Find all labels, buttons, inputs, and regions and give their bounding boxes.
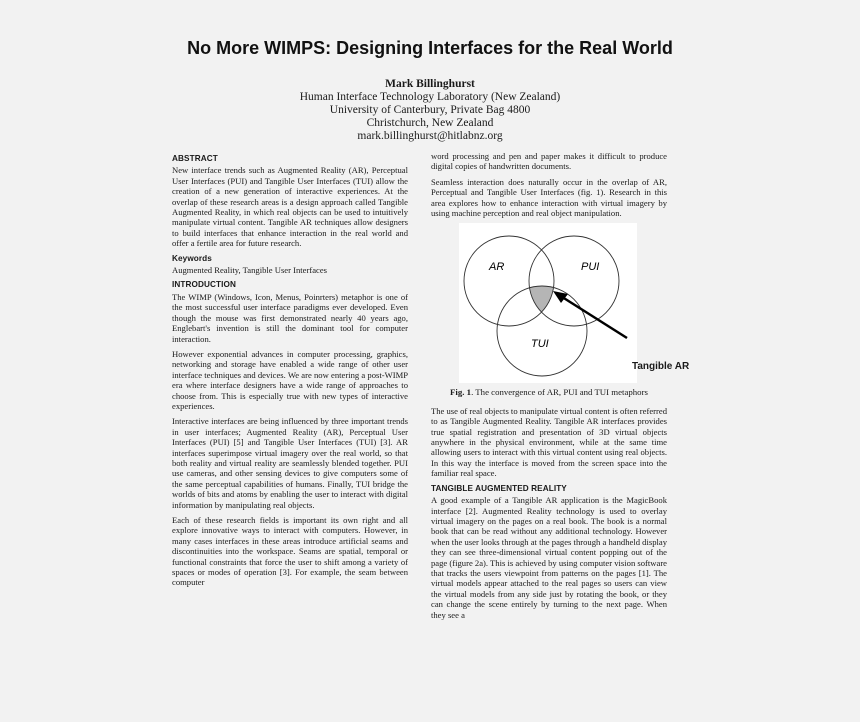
tangible-ar-heading: TANGIBLE AUGMENTED REALITY: [431, 483, 567, 493]
affiliation-line: Human Interface Technology Laboratory (New Zealand): [299, 91, 561, 103]
tangible-ar-arrow-label: Tangible AR: [632, 361, 690, 372]
caption-label: Fig. 1: [450, 387, 472, 398]
pui-label: PUI: [581, 261, 600, 274]
body-paragraph: Interactive interfaces are being influenced by three important trends in user interfaces; Augmented Reality (AR), Perceptual User Interfaces (PUI) [5] and Tangible User Interfaces (TUI) [3]. AR interfaces superimpose virtual imagery over the real world, so that both reality and virtual reality are seamlessly blended together. PUI use cameras, and other sensing devices to give computers some of the same perceptual capabilities of humans. Finally, TUI bridge the worlds of bits and atoms by enabling the user to interact with digital information by manipulating real objects.: [172, 416, 408, 510]
body-paragraph: Seamless interaction does naturally occur in the overlap of AR, Perceptual and Tangible User Interfaces (fig. 1). Research in this area explores how to enhance interaction with virtual imagery by using machine perception and real object manipulation.: [431, 176, 667, 219]
ar-label: AR: [489, 261, 505, 274]
left-column: [172, 154, 408, 593]
right-column: [431, 151, 667, 625]
tui-label: TUI: [531, 338, 549, 351]
body-paragraph: A good example of a Tangible AR application is the MagicBook interface [2]. Augmented Reality technology is used to overlay virtual imagery on the pages on a real book. The book is a normal book that can be read without any additional technology. However when the user looks through at the pages through a handheld display they can see three-dimensional virtual content popping out of the page (figure 2a). This is achieved by using computer vision software that tracks the users viewpoint from patterns on the pages [1]. The virtual models appear attached to the real pages so users can view the virtual models from any side just by rotating the book, or they can change the scene entirely by turning to the next page. When they see a: [431, 495, 667, 620]
abstract-heading: ABSTRACT: [172, 154, 218, 163]
abstract-text: New interface trends such as Augmented Reality (AR), Perceptual User Interfaces (PUI) and Tangible User Interfaces (TUI) allow the creation of a new generation of interactive experiences. At the overlap of these research areas is a design approach called Tangible Augmented Reality, in which real objects can be used to intuitively manipulate virtual content. Tangible AR techniques allow designers to build interfaces that enhance interaction in the real world and offer a fertile area for future research.: [172, 165, 408, 249]
body-paragraph: The WIMP (Windows, Icon, Menus, Poinrters) metaphor is one of the most successful user interface paradigms ever developed. Even though the mouse was first demonstrated nearly 40 years ago, Englebart's invention is still the dominant tool for computer interaction.: [172, 291, 408, 344]
caption-text: . The convergence of AR, PUI and TUI metaphors: [471, 387, 648, 398]
figure-caption: [431, 387, 667, 397]
keywords-text: Augmented Reality, Tangible User Interfaces: [172, 265, 327, 276]
body-paragraph: Each of these research fields is important its own right and all explore innovative ways to interact with computers. However, in many cases interfaces in these areas introduce artificial seams and discontinuities into the workspace. Seams are spatial, temporal or functional constraints that force the user to shift among a variety of spaces or modes of operation [3]. For example, the seam between computer: [172, 515, 408, 588]
affiliation-line: Christchurch, New Zealand: [366, 117, 494, 129]
keywords-heading: Keywords: [172, 253, 212, 263]
venn-diagram: [431, 223, 667, 383]
body-paragraph: The use of real objects to manipulate virtual content is often referred to as Tangible Augmented Reality. Tangible AR interfaces provides true spatial registration and presentation of 3D virtual objects anywhere in the physical environment, while at the same time allowing users to interact with this virtual content using real objects. In this way the interface is moved from the screen space into the familiar real space.: [431, 405, 667, 479]
body-paragraph: word processing and pen and paper makes it difficult to produce digital copies of handwritten documents.: [431, 151, 667, 172]
venn-figure: [431, 223, 667, 383]
paper-title: No More WIMPS: Designing Interfaces for the Real World: [187, 38, 673, 58]
author-email: mark.billinghurst@hitlabnz.org: [357, 130, 503, 142]
body-paragraph: However exponential advances in computer processing, graphics, networking and storage have enabled a wide range of other user interface techniques and devices. We are now entering a post-WIMP era where interface designers have a wide range of approaches to choose from. This is especially true with new types of interactive experiences.: [172, 348, 408, 411]
author-name: Mark Billinghurst: [385, 78, 475, 90]
author-block: [0, 78, 860, 143]
affiliation-line: University of Canterbury, Private Bag 4800: [329, 104, 531, 116]
introduction-heading: INTRODUCTION: [172, 280, 236, 290]
